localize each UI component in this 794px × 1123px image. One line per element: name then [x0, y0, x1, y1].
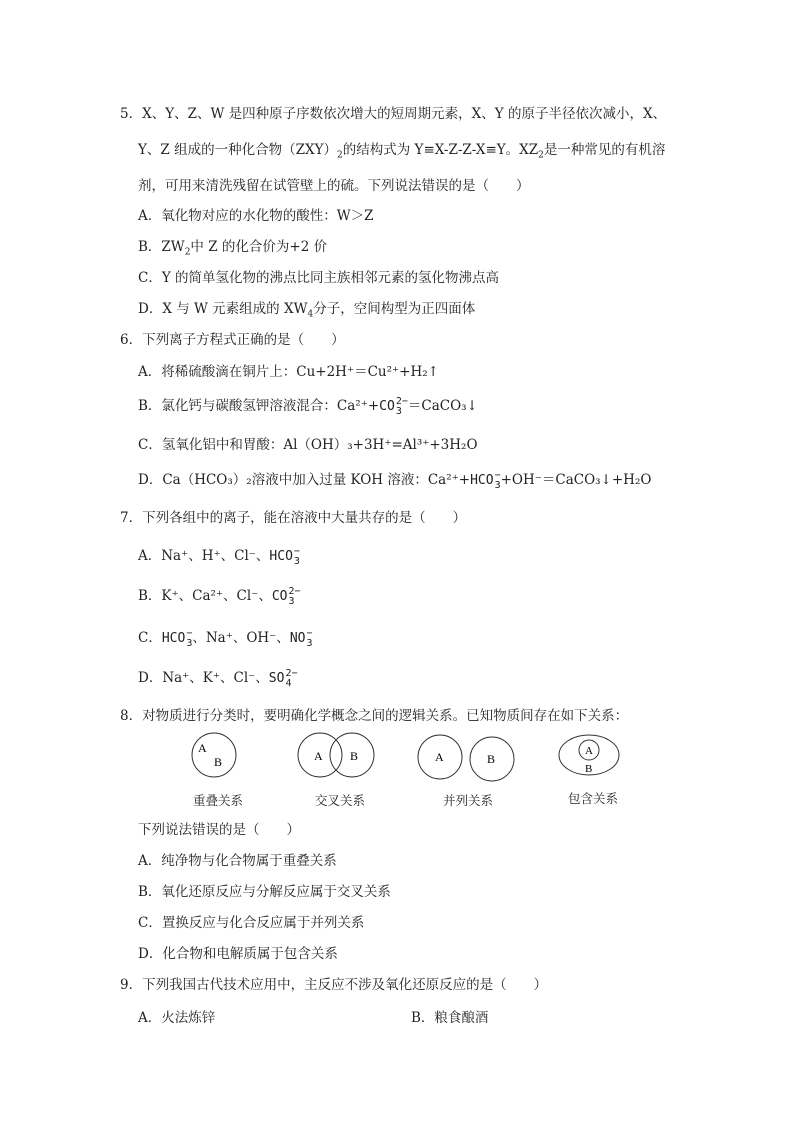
q6-option-b: B．氯化钙与碳酸氢钾溶液混合：Ca²⁺+CO 2− 3 ＝CaCO₃↓ [138, 395, 478, 417]
bicarbonate-ion: HCO − 3 [269, 545, 300, 567]
overlap-diagram [192, 733, 236, 777]
q5-line-1: 5．X、Y、Z、W 是四种原子序数依次增大的短周期元素，X、Y 的原子半径依次减小，X、 [120, 106, 667, 122]
intersect-diagram [298, 733, 374, 777]
q5-option-a: A．氧化物对应的水化物的酸性：W＞Z [138, 208, 374, 224]
q7-option-a: A．Na⁺、H⁺、Cl⁻、HCO − 3 [138, 545, 300, 567]
q6-option-a: A．将稀硫酸滴在铜片上：Cu+2H⁺＝Cu²⁺+H₂↑ [138, 364, 439, 380]
q8-stem: 8．对物质进行分类时，要明确化学概念之间的逻辑关系。已知物质间存在如下关系： [120, 708, 629, 724]
q6-option-d: D．Ca（HCO₃）₂溶液中加入过量 KOH 溶液：Ca²⁺+HCO − 3 +OH⁻＝CaCO₃↓+H₂O [138, 469, 652, 491]
contain-diagram [559, 735, 619, 775]
svg-text:A: A [585, 745, 593, 757]
label-parallel: 并列关系 [442, 793, 493, 808]
nitrate-ion: NO − 3 [289, 627, 313, 649]
sulfate-ion: SO 2− 4 [268, 667, 298, 689]
q5-option-c: C．Y 的简单氢化物的沸点比同主族相邻元素的氢化物沸点高 [138, 270, 500, 286]
q7-option-c: C．HCO − 3 、Na⁺、OH⁻、NO − 3 [138, 627, 313, 649]
q8-option-b: B．氧化还原反应与分解反应属于交叉关系 [138, 884, 391, 900]
q7-stem: 7．下列各组中的离子，能在溶液中大量共存的是（ ） [120, 510, 467, 526]
bicarbonate-ion: HCO − 3 [470, 469, 501, 491]
svg-text:A: A [435, 750, 444, 764]
carbonate-ion: CO 2− 3 [379, 395, 408, 417]
q5-line-2: Y、Z 组成的一种化合物$(ZXY)_2$的结构式为 Y≡X-Z-Z-X≡Y。$XZ_2$是一种常见的有机溶 [138, 142, 666, 161]
svg-text:A: A [198, 741, 207, 755]
q6-option-c: C．氢氧化铝中和胃酸：Al（OH）₃+3H⁺=Al³⁺+3H₂O [138, 437, 478, 453]
q9-option-b: B．粮食酿酒 [411, 1010, 489, 1026]
carbonate-ion: CO 2− 3 [271, 585, 301, 607]
svg-text:A: A [314, 749, 323, 763]
svg-text:B: B [214, 755, 223, 769]
q8-option-a: A．纯净物与化合物属于重叠关系 [138, 853, 337, 869]
parallel-diagram [418, 735, 514, 781]
label-intersect: 交叉关系 [314, 793, 365, 808]
q7-option-b: B．K⁺、Ca²⁺、Cl⁻、CO 2− 3 [138, 585, 301, 607]
q8-option-d: D．化合物和电解质属于包含关系 [138, 946, 338, 962]
q8-option-c: C．置换反应与化合反应属于并列关系 [138, 915, 365, 931]
label-contain: 包含关系 [567, 791, 618, 806]
q6-stem: 6．下列离子方程式正确的是（ ） [120, 332, 345, 348]
svg-text:B: B [350, 749, 359, 763]
q5-option-b: B．$ZW_2$中 Z 的化合价为+2 价 [138, 239, 328, 258]
svg-text:B: B [487, 752, 496, 766]
q5-option-d: D．X 与 W 元素组成的 $XW_4$分子，空间构型为正四面体 [138, 301, 476, 320]
label-overlap: 重叠关系 [192, 793, 243, 808]
bicarbonate-ion: HCO − 3 [161, 627, 193, 649]
q7-option-d: D．Na⁺、K⁺、Cl⁻、SO 2− 4 [138, 667, 298, 689]
q5-line-3: 剂，可用来清洗残留在试管壁上的硫。下列说法错误的是（ ） [138, 178, 530, 194]
venn-diagrams [0, 730, 794, 790]
svg-text:B: B [585, 763, 593, 775]
q9-option-a: A．火法炼锌 [138, 1010, 216, 1026]
q9-stem: 9．下列我国古代技术应用中，主反应不涉及氧化还原反应的是（ ） [120, 977, 548, 993]
q8-sub-stem: 下列说法错误的是（ ） [138, 822, 300, 838]
